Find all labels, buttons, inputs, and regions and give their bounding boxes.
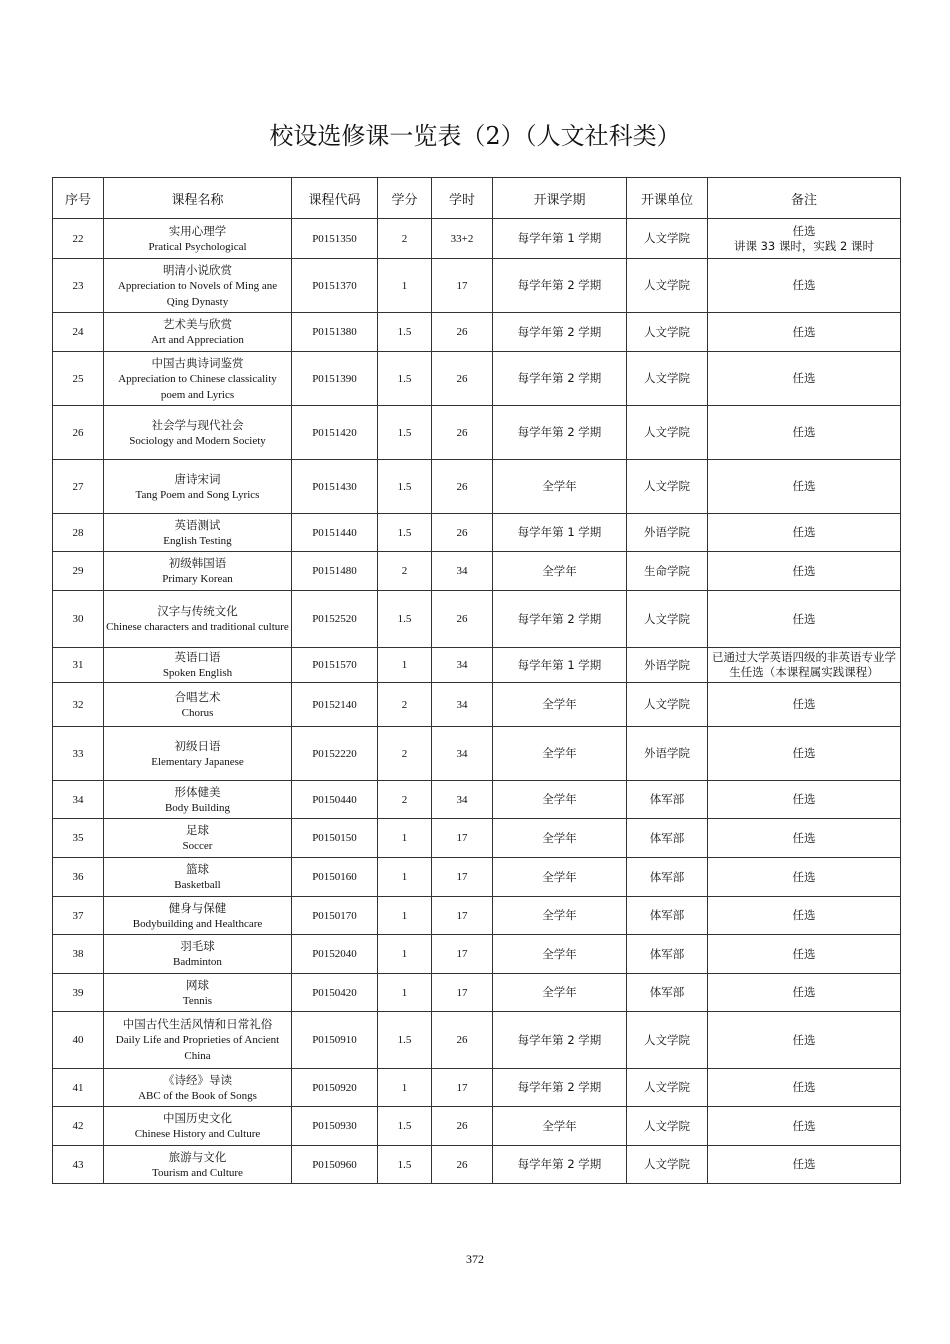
course-name-en: Sociology and Modern Society [129,434,266,447]
course-unit: 人文学院 [627,1107,708,1146]
course-term: 全学年 [493,858,627,897]
course-hours: 26 [432,1107,493,1146]
course-note-detail: 讲课 33 课时，实践 2 课时 [733,238,875,253]
course-term: 每学年第 1 学期 [493,648,627,683]
course-code: P0151430 [292,460,378,514]
course-name [104,259,292,313]
course-term: 每学年第 2 学期 [493,406,627,460]
table-row [53,1107,901,1146]
course-note [708,819,901,858]
course-code: P0150170 [292,897,378,935]
course-note [708,781,901,819]
course-term: 每学年第 2 学期 [493,591,627,648]
course-note [708,591,901,648]
course-term: 每学年第 2 学期 [493,1069,627,1107]
course-note-text: 任选 [792,479,816,493]
course-index: 30 [53,591,104,648]
course-hours: 26 [432,1146,493,1184]
course-note-text: 任选 [792,223,816,238]
course-code: P0152040 [292,935,378,974]
course-credit: 1.5 [378,591,432,648]
course-note [708,1069,901,1107]
course-note [708,1146,901,1184]
course-hours: 26 [432,1012,493,1069]
course-note [708,974,901,1012]
table-row [53,974,901,1012]
course-note [708,552,901,591]
course-term: 全学年 [493,1107,627,1146]
course-index: 26 [53,406,104,460]
course-hours: 17 [432,1069,493,1107]
course-term: 全学年 [493,781,627,819]
course-note-text: 任选 [792,830,816,845]
course-name-zh: 网球 [186,977,209,992]
course-hours: 26 [432,406,493,460]
course-name-en: Appreciation to Chinese classicality poem and Lyrics [118,372,277,401]
course-name-en: Spoken English [162,667,233,679]
course-index: 36 [53,858,104,897]
course-credit: 1 [378,259,432,313]
course-name [104,1107,292,1146]
course-name-zh: 羽毛球 [180,939,215,953]
course-name-en: Soccer [182,840,213,852]
course-note [708,259,901,313]
course-credit: 1.5 [378,460,432,514]
course-name [104,819,292,858]
course-note-text: 任选 [792,371,816,385]
course-name-en: Tourism and Culture [152,1166,243,1179]
course-code: P0151390 [292,352,378,406]
course-table [52,177,901,1184]
course-name [104,460,292,514]
course-index: 25 [53,352,104,406]
table-row [53,1069,901,1107]
course-note-text: 任选 [792,746,816,760]
table-body [53,219,901,1184]
header-term: 开课学期 [493,178,627,219]
course-hours: 26 [432,591,493,648]
table-row [53,1012,901,1069]
course-code: P0151380 [292,313,378,352]
course-name-en: Tennis [182,994,213,1007]
course-note [708,460,901,514]
course-credit: 1 [378,819,432,858]
page-title: 校设选修课一览表（2）（人文社科类） [269,122,681,150]
course-hours: 17 [432,935,493,974]
course-credit: 1 [378,935,432,974]
course-name [104,313,292,352]
course-code: P0151350 [292,219,378,259]
course-credit: 2 [378,727,432,781]
table-row [53,219,901,259]
course-name [104,1069,292,1107]
course-credit: 2 [378,219,432,259]
course-index: 40 [53,1012,104,1069]
course-unit: 体军部 [627,858,708,897]
course-name [104,1012,292,1069]
course-note-text: 任选 [792,985,816,999]
course-index: 35 [53,819,104,858]
course-index: 23 [53,259,104,313]
header-code: 课程代码 [292,178,378,219]
course-hours: 34 [432,781,493,819]
course-name [104,552,292,591]
course-code: P0151480 [292,552,378,591]
course-name [104,648,292,683]
table-row [53,259,901,313]
course-name [104,352,292,406]
course-code: P0152520 [292,591,378,648]
table-row [53,552,901,591]
course-index: 39 [53,974,104,1012]
course-index: 32 [53,683,104,727]
course-name-zh: 初级日语 [174,738,221,753]
course-name-zh: 初级韩国语 [168,556,227,570]
table-row [53,897,901,935]
course-index: 28 [53,514,104,552]
course-credit: 2 [378,552,432,591]
course-hours: 26 [432,514,493,552]
course-index: 24 [53,313,104,352]
course-hours: 26 [432,313,493,352]
course-index: 43 [53,1146,104,1184]
course-index: 42 [53,1107,104,1146]
course-name-en: Body Building [164,801,231,814]
course-note-text: 任选 [792,324,816,339]
table-row [53,935,901,974]
course-unit: 人文学院 [627,591,708,648]
course-note [708,406,901,460]
course-code: P0150960 [292,1146,378,1184]
course-term: 全学年 [493,683,627,727]
course-unit: 体军部 [627,781,708,819]
course-name-en: Basketball [174,879,221,891]
course-credit: 1.5 [378,514,432,552]
course-code: P0152140 [292,683,378,727]
header-index: 序号 [53,178,104,219]
course-credit: 1.5 [378,406,432,460]
course-credit: 1.5 [378,313,432,352]
course-name [104,727,292,781]
course-credit: 1 [378,974,432,1012]
course-name [104,1146,292,1184]
course-name-en: English Testing [163,534,232,547]
course-note [708,219,901,259]
course-unit: 人文学院 [627,259,708,313]
course-note [708,1012,901,1069]
header-credit: 学分 [378,178,432,219]
course-note-text: 任选 [792,869,816,884]
course-unit: 人文学院 [627,1069,708,1107]
course-note-text: 任选 [792,278,816,292]
course-term: 全学年 [493,460,627,514]
course-term: 每学年第 2 学期 [493,352,627,406]
course-unit: 生命学院 [627,552,708,591]
course-unit: 人文学院 [627,406,708,460]
course-name-en: Chorus [181,706,214,719]
course-index: 27 [53,460,104,514]
table-row [53,781,901,819]
course-hours: 17 [432,974,493,1012]
header-hours: 学时 [432,178,493,219]
course-note [708,935,901,974]
table-row [53,460,901,514]
course-name-zh: 唐诗宋词 [174,471,221,486]
course-code: P0150420 [292,974,378,1012]
course-term: 每学年第 1 学期 [493,514,627,552]
course-name [104,897,292,935]
table-row [53,352,901,406]
course-note-text: 已通过大学英语四级的非英语专业学生任选（本课程属实践课程） [712,650,896,679]
course-note [708,727,901,781]
course-name-en: Appreciation to Novels of Ming ane Qing Dynasty [117,279,278,308]
course-unit: 人文学院 [627,219,708,259]
course-hours: 34 [432,648,493,683]
course-index: 37 [53,897,104,935]
course-name [104,514,292,552]
course-note-text: 任选 [792,1157,816,1171]
course-index: 31 [53,648,104,683]
course-hours: 33+2 [432,219,493,259]
course-name-zh: 实用心理学 [168,223,227,238]
course-name-zh: 旅游与文化 [168,1149,227,1164]
course-name-zh: 健身与保健 [168,900,227,915]
course-unit: 体军部 [627,974,708,1012]
course-unit: 体军部 [627,935,708,974]
course-term: 全学年 [493,974,627,1012]
course-name-zh: 中国历史文化 [163,1111,232,1125]
course-name [104,219,292,259]
course-hours: 26 [432,460,493,514]
course-note [708,1107,901,1146]
course-name-en: Bodybuilding and Healthcare [132,917,263,930]
table-row [53,591,901,648]
course-hours: 17 [432,259,493,313]
course-note-text: 任选 [792,908,816,922]
course-note [708,352,901,406]
course-name-zh: 明清小说欣赏 [163,262,232,277]
table-row [53,858,901,897]
table-row [53,727,901,781]
course-hours: 17 [432,858,493,897]
course-term: 每学年第 2 学期 [493,313,627,352]
course-index: 34 [53,781,104,819]
course-note-text: 任选 [792,525,816,539]
course-name-en: Primary Korean [162,573,233,585]
course-code: P0151370 [292,259,378,313]
course-unit: 人文学院 [627,313,708,352]
page-number: 372 [466,1252,484,1266]
course-unit: 外语学院 [627,514,708,552]
course-note [708,683,901,727]
course-name [104,683,292,727]
course-name-zh: 篮球 [186,862,209,876]
course-name-zh: 艺术美与欣赏 [163,317,232,331]
course-name [104,781,292,819]
course-note-text: 任选 [792,946,816,961]
course-name [104,974,292,1012]
course-credit: 1 [378,648,432,683]
course-credit: 1.5 [378,352,432,406]
course-unit: 人文学院 [627,352,708,406]
course-code: P0150440 [292,781,378,819]
course-name-zh: 《诗经》导读 [163,1072,232,1087]
header-name: 课程名称 [104,178,292,219]
course-note-text: 任选 [792,792,816,806]
course-name-en: ABC of the Book of Songs [138,1089,257,1102]
course-credit: 1 [378,897,432,935]
course-hours: 34 [432,552,493,591]
course-code: P0150920 [292,1069,378,1107]
course-unit: 人文学院 [627,1012,708,1069]
course-code: P0150910 [292,1012,378,1069]
course-note-text: 任选 [792,611,816,626]
course-index: 38 [53,935,104,974]
course-index: 41 [53,1069,104,1107]
course-term: 每学年第 2 学期 [493,1146,627,1184]
course-hours: 34 [432,683,493,727]
course-note [708,858,901,897]
course-code: P0151570 [292,648,378,683]
course-term: 全学年 [493,727,627,781]
course-credit: 1 [378,1069,432,1107]
course-name-en: Chinese characters and traditional culture [106,621,289,633]
course-name-en: Pratical Psychological [148,240,247,253]
course-name [104,591,292,648]
course-code: P0152220 [292,727,378,781]
course-name-zh: 汉字与传统文化 [157,604,238,618]
course-credit: 2 [378,683,432,727]
course-credit: 1.5 [378,1107,432,1146]
course-name-zh: 英语测试 [174,517,221,532]
course-name [104,935,292,974]
header-note: 备注 [708,178,901,219]
course-note-text: 任选 [792,697,816,711]
course-name [104,858,292,897]
table-header-row [53,178,901,219]
course-term: 每学年第 2 学期 [493,1012,627,1069]
course-name-zh: 社会学与现代社会 [151,417,244,432]
course-code: P0150930 [292,1107,378,1146]
table-row [53,1146,901,1184]
course-note-text: 任选 [792,1032,816,1047]
course-unit: 人文学院 [627,683,708,727]
course-name-en: Daily Life and Proprieties of Ancient China [115,1034,280,1062]
course-code: P0151440 [292,514,378,552]
course-term: 全学年 [493,819,627,858]
course-name-zh: 中国古代生活风情和日常礼俗 [122,1017,273,1031]
course-note-text: 任选 [792,425,816,439]
table-row [53,819,901,858]
course-note [708,897,901,935]
course-unit: 人文学院 [627,1146,708,1184]
course-term: 全学年 [493,552,627,591]
course-code: P0150160 [292,858,378,897]
course-hours: 17 [432,819,493,858]
table-row [53,648,901,683]
course-name-en: Chinese History and Culture [134,1128,261,1140]
course-credit: 1.5 [378,1146,432,1184]
course-code: P0150150 [292,819,378,858]
course-term: 全学年 [493,935,627,974]
course-term: 每学年第 1 学期 [493,219,627,259]
table-row [53,514,901,552]
course-credit: 1 [378,858,432,897]
course-index: 29 [53,552,104,591]
course-credit: 1.5 [378,1012,432,1069]
course-index: 22 [53,219,104,259]
course-name-zh: 英语口语 [174,650,221,664]
course-index: 33 [53,727,104,781]
course-unit: 体军部 [627,897,708,935]
course-name-en: Elementary Japanese [151,755,244,768]
table-row [53,683,901,727]
course-hours: 17 [432,897,493,935]
course-name-en: Art and Appreciation [151,334,244,346]
course-note [708,514,901,552]
table-row [53,313,901,352]
course-credit: 2 [378,781,432,819]
course-unit: 人文学院 [627,460,708,514]
course-note [708,648,901,683]
course-term: 每学年第 2 学期 [493,259,627,313]
course-name-zh: 中国古典诗词鉴赏 [151,355,244,370]
course-name-zh: 形体健美 [174,784,221,799]
course-hours: 26 [432,352,493,406]
course-note-text: 任选 [792,563,816,578]
course-name-zh: 合唱艺术 [174,689,221,704]
course-name-zh: 足球 [186,823,209,837]
header-unit: 开课单位 [627,178,708,219]
course-note-text: 任选 [792,1118,816,1133]
course-unit: 体军部 [627,819,708,858]
table-row [53,406,901,460]
course-name [104,406,292,460]
course-term: 全学年 [493,897,627,935]
course-unit: 外语学院 [627,648,708,683]
course-name-en: Badminton [173,956,222,968]
course-note [708,313,901,352]
course-note-text: 任选 [792,1080,816,1094]
course-hours: 34 [432,727,493,781]
course-name-en: Tang Poem and Song Lyrics [135,488,260,501]
course-code: P0151420 [292,406,378,460]
course-unit: 外语学院 [627,727,708,781]
